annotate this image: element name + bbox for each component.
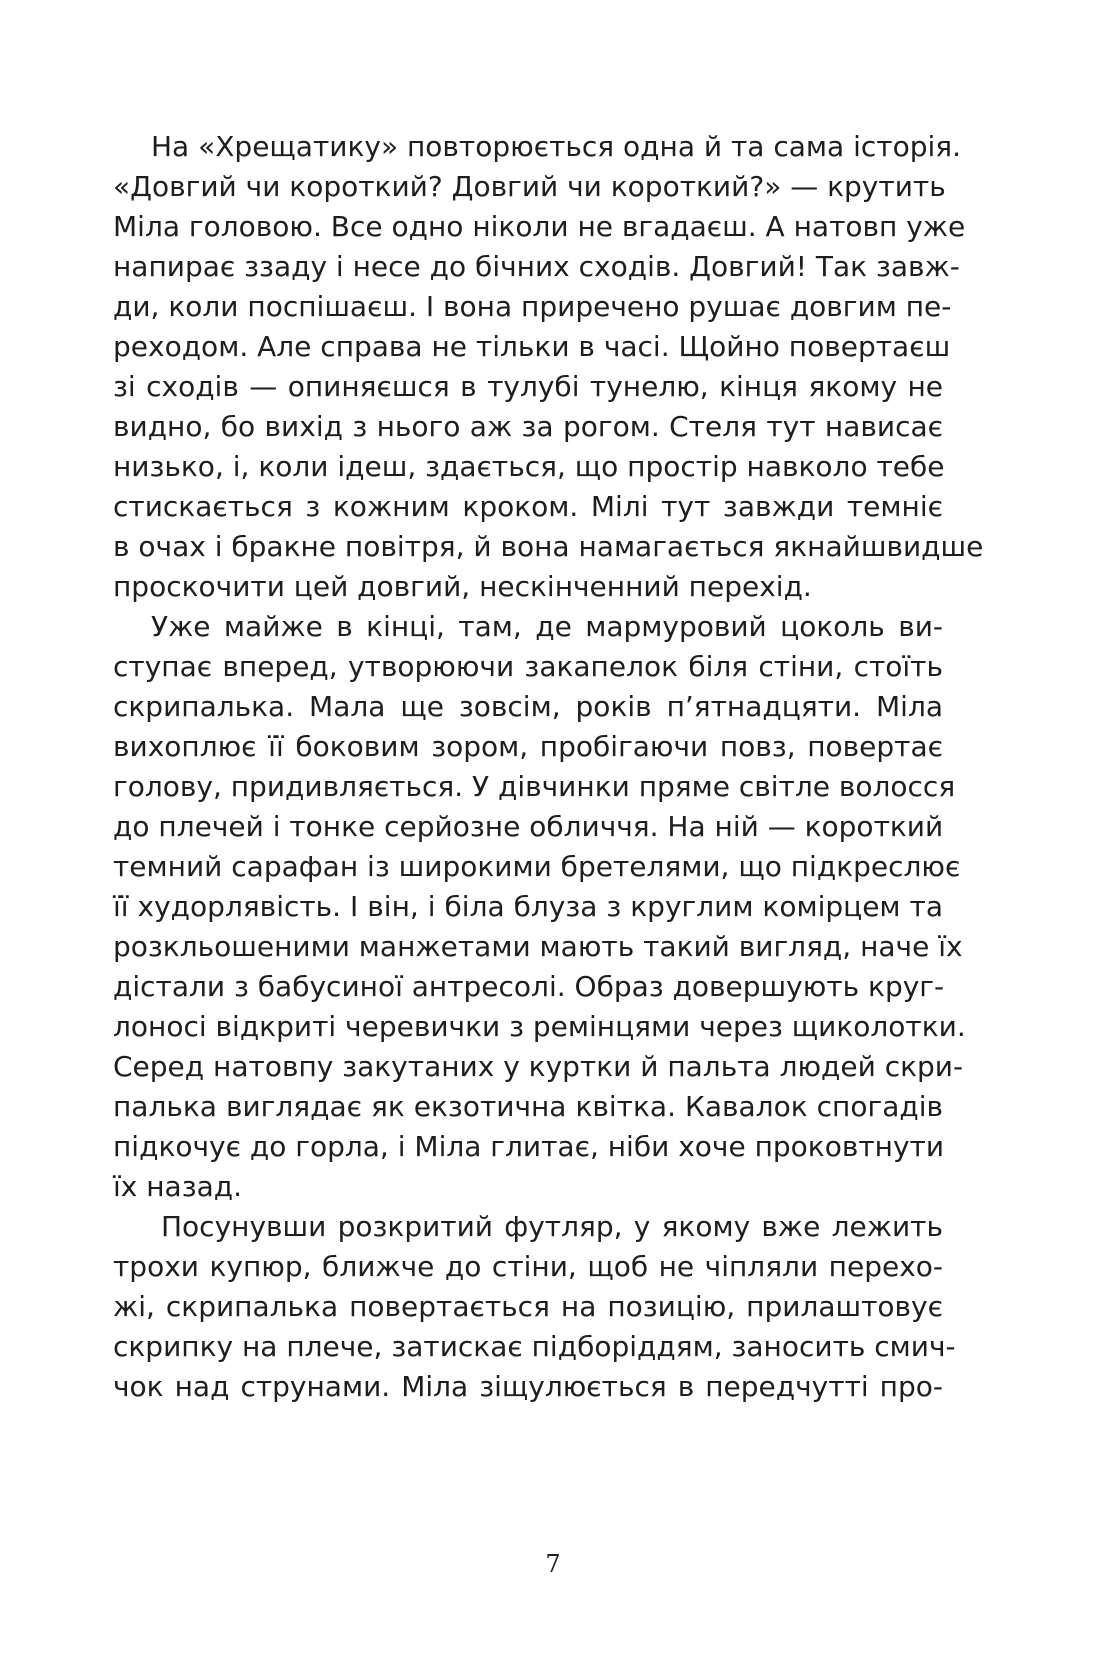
text-line: скрипку на плече, затискає підборіддям, заносить смич- bbox=[113, 1330, 956, 1363]
text-line: «Довгий чи короткий? Довгий чи короткий?» — крутить bbox=[113, 170, 946, 203]
text-line: жі, скрипалька повертається на позицію, прилаштовує bbox=[113, 1290, 943, 1323]
text-line: лоносі відкриті черевички з ремінцями через щиколотки. bbox=[113, 1010, 966, 1043]
text-line: ступає вперед, утворюючи закапелок біля стіни, стоїть bbox=[113, 650, 943, 683]
text-line: проскочити цей довгий, нескінченний перехід. bbox=[113, 570, 812, 603]
text-line: дістали з бабусиної антресолі. Образ довершують круг- bbox=[113, 970, 945, 1003]
text-line: їх назад. bbox=[113, 1170, 243, 1203]
text-line: Уже майже в кінці, там, де мармуровий цоколь ви- bbox=[151, 610, 943, 643]
text-line: голову, придивляється. У дівчинки пряме світле волосся bbox=[113, 770, 956, 803]
text-line: до плечей і тонке серйозне обличчя. На ній — короткий bbox=[113, 810, 944, 843]
text-line: видно, бо вихід з нього аж за рогом. Стеля тут нависає bbox=[113, 410, 943, 443]
text-line: вихоплює її боковим зором, пробігаючи повз, повертає bbox=[113, 730, 943, 763]
page-number: 7 bbox=[545, 1550, 561, 1578]
paragraph-2 bbox=[113, 607, 966, 1207]
text-line: Міла головою. Все одно ніколи не вгадаєш. А натовп уже bbox=[113, 210, 966, 243]
text-line: скрипалька. Мала ще зовсім, років п’ятнадцяти. Міла bbox=[113, 690, 943, 723]
text-line: трохи купюр, ближче до стіни, щоб не чіпляли перехо- bbox=[113, 1250, 943, 1283]
text-line: Посунувши розкритий футляр, у якому вже лежить bbox=[161, 1210, 943, 1243]
text-line: розкльошеними манжетами мають такий вигляд, наче їх bbox=[113, 930, 963, 963]
paragraph-3 bbox=[113, 1207, 956, 1407]
text-line: зі сходів — опиняєшся в тулубі тунелю, кінця якому не bbox=[113, 370, 943, 403]
text-line: напирає ззаду і несе до бічних сходів. Довгий! Так завж- bbox=[113, 250, 960, 283]
text-line: ди, коли поспішаєш. І вона приречено рушає довгим пе- bbox=[113, 290, 952, 323]
text-line: На «Хрещатику» повторюється одна й та сама історія. bbox=[151, 130, 961, 163]
text-line: Серед натовпу закутаних у куртки й пальта людей скри- bbox=[113, 1050, 964, 1083]
paragraph-1 bbox=[113, 127, 984, 607]
body-text bbox=[113, 127, 984, 1407]
text-line: темний сарафан із широкими бретелями, що підкреслює bbox=[113, 850, 961, 883]
text-line: низько, і, коли ідеш, здається, що простір навколо тебе bbox=[113, 450, 945, 483]
text-line: в очах і бракне повітря, й вона намагається якнайшвидше bbox=[113, 530, 984, 563]
text-line: підкочує до горла, і Міла глитає, ніби хоче проковтнути bbox=[113, 1130, 945, 1163]
text-line: стискається з кожним кроком. Мілі тут завжди темніє bbox=[113, 490, 943, 523]
text-line: чок над струнами. Міла зіщулюється в передчутті про- bbox=[113, 1370, 943, 1403]
text-line: палька виглядає як екзотична квітка. Кавалок спогадів bbox=[113, 1090, 943, 1123]
text-line: реходом. Але справа не тільки в часі. Щойно повертаєш bbox=[113, 330, 951, 363]
text-line: її худорлявість. І він, і біла блуза з круглим комірцем та bbox=[113, 890, 943, 923]
